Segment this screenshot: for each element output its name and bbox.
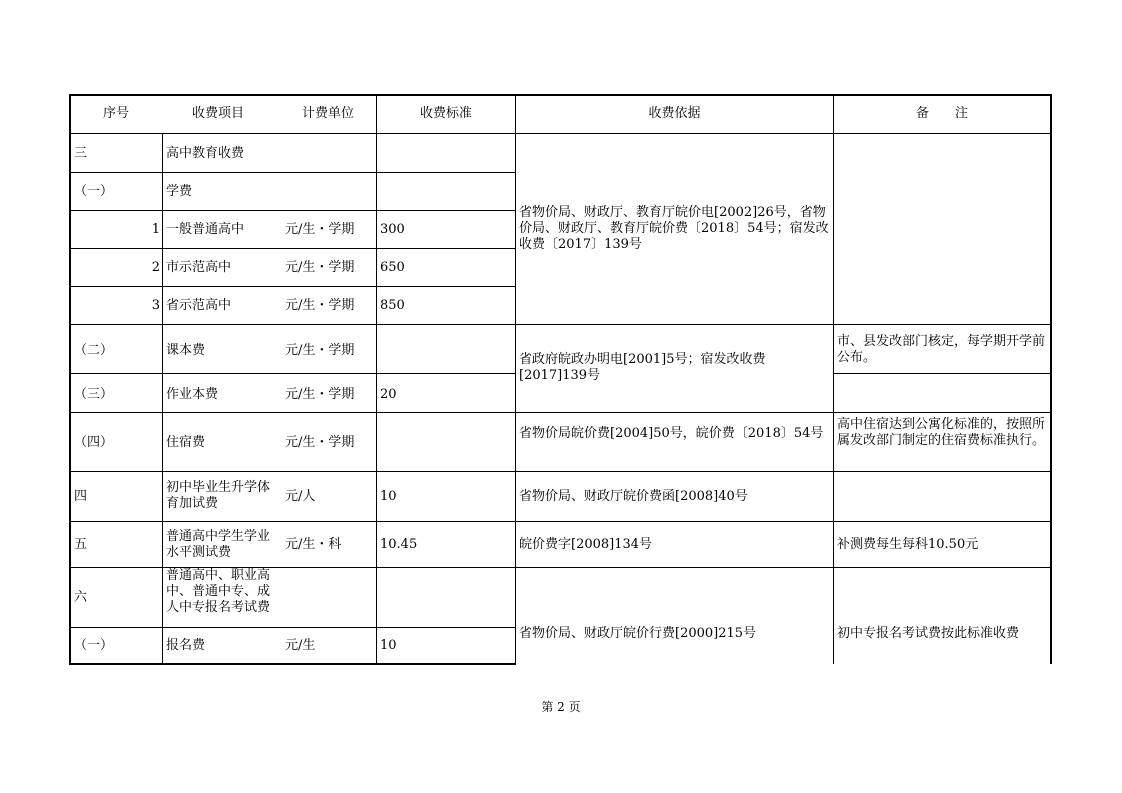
remark-text: 市、县发改部门核定，每学期开学前公布。 (837, 334, 1046, 365)
col-line (515, 94, 516, 664)
remark-text: 初中专报名考试费按此标准收费 (837, 626, 1020, 641)
row-seq: （二） (74, 343, 114, 358)
row-seq: （四） (74, 435, 114, 450)
table-border-top (69, 94, 1052, 96)
row-standard: 20 (380, 387, 397, 402)
remark-text: 高中住宿达到公寓化标准的，按照所属发改部门制定的住宿费标准执行。 (837, 417, 1046, 448)
basis-text: 省物价局皖价费[2004]50号，皖价费〔2018〕54号 (519, 426, 824, 441)
row-seq: （三） (74, 387, 114, 402)
row-line (69, 286, 515, 287)
row-line (69, 172, 515, 173)
row-item: 省示范高中 (166, 298, 232, 313)
row-standard: 10 (380, 489, 397, 504)
row-seq: 三 (74, 146, 88, 161)
row-standard: 650 (380, 260, 405, 275)
row-unit: 元/生・学期 (285, 260, 355, 275)
basis-text: 省物价局、财政厅皖价行费[2000]215号 (519, 626, 757, 641)
basis-text: 省物价局、财政厅、教育厅皖价电[2002]26号，省物价局、财政厅、教育厅皖价费〔2018〕54号；宿发改收费〔2017〕139号 (519, 205, 829, 252)
basis-text: 皖价费字[2008]134号 (519, 537, 653, 552)
row-unit: 元/人 (285, 489, 316, 504)
remark-text: 补测费每生每科10.50元 (837, 537, 979, 552)
row-seq: 四 (74, 489, 88, 504)
row-item: 一般普通高中 (166, 222, 245, 237)
table-border-bottom (69, 663, 516, 665)
row-item: 高中教育收费 (166, 146, 245, 161)
col-line (833, 94, 834, 664)
table-border-right (1050, 94, 1052, 664)
row-line (69, 210, 515, 211)
row-item: 报名费 (166, 638, 206, 653)
row-unit: 元/生・学期 (285, 343, 355, 358)
row-line (69, 471, 1052, 472)
row-num: 3 (151, 298, 160, 313)
header-standard: 收费标准 (419, 106, 472, 121)
col-line (376, 94, 377, 664)
row-line (833, 373, 1052, 374)
row-item: 初中毕业生升学体育加试费 (166, 480, 271, 511)
row-item: 课本费 (166, 343, 206, 358)
row-seq: （一） (74, 184, 114, 199)
row-seq: （一） (74, 638, 114, 653)
row-item: 学费 (166, 184, 193, 199)
row-line (69, 627, 515, 628)
row-num: 2 (151, 260, 160, 275)
row-item: 普通高中、职业高中、普通中专、成人中专报名考试费 (166, 568, 271, 615)
col-line (162, 133, 163, 664)
row-standard: 10 (380, 638, 397, 653)
page-number: 第 2 页 (541, 700, 581, 714)
header-item: 收费项目 (192, 106, 245, 121)
row-item: 住宿费 (166, 435, 206, 450)
row-line (69, 248, 515, 249)
row-seq: 六 (74, 590, 88, 605)
row-item: 普通高中学生学业水平测试费 (166, 529, 271, 560)
row-unit: 元/生・学期 (285, 298, 355, 313)
header-unit: 计费单位 (302, 106, 355, 121)
row-num: 1 (151, 222, 160, 237)
row-standard: 850 (380, 298, 405, 313)
row-line (69, 373, 515, 374)
row-standard: 300 (380, 222, 405, 237)
row-line (69, 521, 1052, 522)
header-basis: 收费依据 (648, 106, 701, 121)
header-seq: 序号 (102, 106, 129, 121)
row-item: 作业本费 (166, 387, 219, 402)
basis-text: 省政府皖政办明电[2001]5号；宿发改收费[2017]139号 (519, 352, 766, 383)
row-standard: 10.45 (380, 537, 418, 552)
row-unit: 元/生 (285, 638, 316, 653)
header-remark: 备 注 (915, 106, 968, 121)
row-unit: 元/生・学期 (285, 222, 355, 237)
row-item: 市示范高中 (166, 260, 232, 275)
basis-text: 省物价局、财政厅皖价费函[2008]40号 (519, 489, 748, 504)
row-line (69, 412, 1052, 413)
row-seq: 五 (74, 537, 88, 552)
row-unit: 元/生・科 (285, 537, 342, 552)
header-divider (69, 133, 1052, 134)
row-line (69, 324, 1052, 325)
table-border-left (69, 94, 71, 665)
row-unit: 元/生・学期 (285, 387, 355, 402)
row-unit: 元/生・学期 (285, 435, 355, 450)
